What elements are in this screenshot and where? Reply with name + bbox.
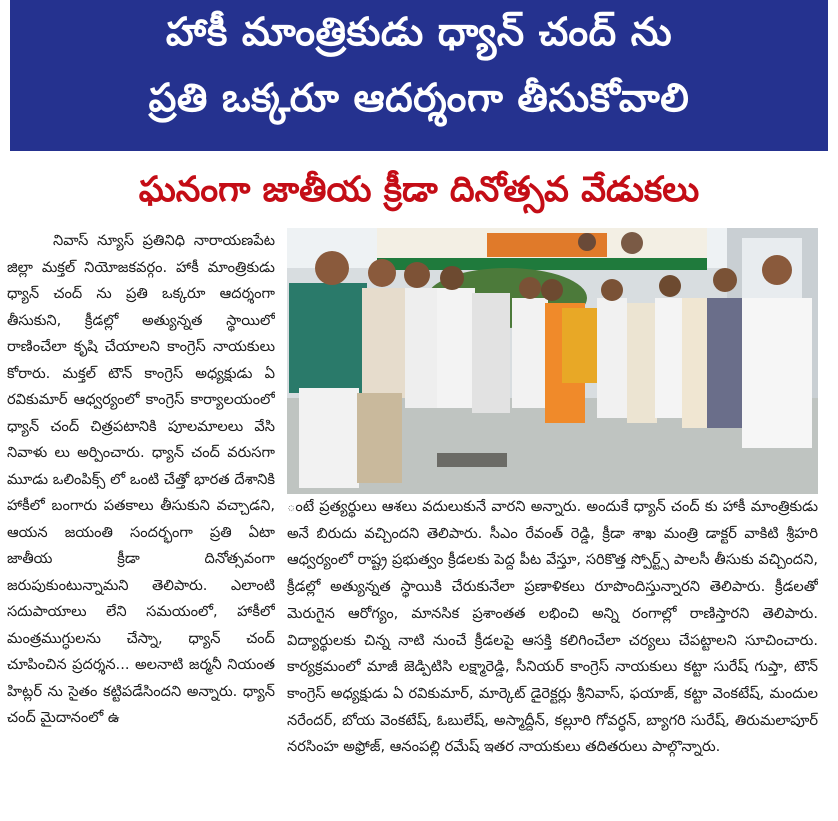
subheadline: ఘనంగా జాతీయ క్రీడా దినోత్సవ వేడుకలు (138, 170, 700, 210)
news-photo (287, 228, 818, 494)
article-text-left: నివాస్ న్యూస్ ప్రతినిధి నారాయణపేట జిల్లా మక్తల్ నియోజకవర్గం. హాకీ మాంత్రికుడు ధ్యాన్ చంద్ ను ప్రతి ఒక్కరూ ఆదర్శంగా తీసుకుని, క్రీడల్లో అత్యున్నత స్థాయిలో రాణించేలా కృషి చేయాలని కాంగ్రెస్ నాయకులు కోరారు. మక్తల్ టౌన్ కాంగ్రెస్ అధ్యక్షుడు ఏ రవికుమార్ ఆధ్వర్యంలో కాంగ్రెస్ కార్యాలయంలో ధ్యాన్ చంద్ చిత్రపటానికి పూలమాలలు వేసి నివాళు లు అర్పించారు. ధ్యాన్ చంద్ వరుసగా మూడు ఒలింపిక్స్ లో ఒంటి చేత్తో భారత దేశానికి హాకీలో బంగారు పతకాలు తీసుకుని వచ్చాడని, ఆయన జయంతి సందర్భంగా ప్రతి ఏటా జాతీయ క్రీడా దినోత్సవంగా జరుపుకుంటున్నామని తెలిపారు. ఎలాంటి సదుపాయాలు లేని సమయంలో, హాకీలో మంత్రముగ్ధులను చేస్నా, ధ్యాన్ చంద్ చూపించిన ప్రదర్శన... అలనాటి జర్మనీ నియంత హిట్లర్ ను సైతం కట్టిపడేసిందని అన్నారు. ధ్యాన్ చంద్ మైదానంలో ఉ (7, 232, 275, 726)
group-photo-illustration (287, 228, 818, 494)
headline-line-2: ప్రతి ఒక్కరూ ఆదర్శంగా తీసుకోవాలి (148, 76, 690, 121)
article-column-right (287, 494, 818, 821)
article-text-right: ంటే ప్రత్యర్థులు ఆశలు వదులుకునే వారని అన్నారు. అందుకే ధ్యాన్ చంద్ కు హాకీ మాంత్రికుడు అనే బిరుదు వచ్చిందని తెలిపారు. సీఎం రేవంత్ రెడ్డి, క్రీడా శాఖ మంత్రి డాక్టర్ వాకిటి శ్రీహరి ఆధ్వర్యంలో రాష్ట్ర ప్రభుత్వం క్రీడలకు పెద్ద పీట వేస్తూ, సరికొత్త స్పోర్ట్స్ పాలసీ తీసుకు వచ్చిందని, క్రీడల్లో అత్యున్నత స్థాయికి చేరుకునేలా ప్రణాళికలు రూపొందిస్తున్నారని తెలిపారు. క్రీడలతో మెరుగైన ఆరోగ్యం, మానసిక ప్రశాంతత లభించి అన్ని రంగాల్లో రాణిస్తారని తెలిపారు. విద్యార్థులకు చిన్న నాటి నుంచే క్రీడలపై ఆసక్తి కలిగించేలా చర్యలు చేపట్టాలని సూచించారు. కార్యక్రమంలో మాజీ జెడ్పిటిసి లక్ష్మారెడ్డి, సీనియర్ కాంగ్రెస్ నాయకులు కట్టా సురేష్ గుప్తా, టౌన్ కాంగ్రెస్ అధ్యక్షుడు ఏ రవికుమార్, మార్కెట్ డైరెక్టర్లు శ్రీనివాస్, ఫయాజ్, కట్టా వెంకటేష్, మందుల నరేందర్, బోయ వెంకటేష్, ఓబులేష్, అస్మాద్దీన్, కల్లూరి గోవర్ధన్, బ్యాగరి సురేష్, తిరుమలాపూర్ నరసింహ అఫ్రోజ్, ఆనంపల్లి రమేష్ ఇతర నాయకులు తదితరులు పాల్గొన్నారు. (287, 498, 818, 756)
article-column-left (7, 228, 275, 821)
headline-banner (10, 0, 828, 151)
headline-line-1: హాకీ మాంత్రికుడు ధ్యాన్ చంద్ ను (165, 10, 673, 55)
